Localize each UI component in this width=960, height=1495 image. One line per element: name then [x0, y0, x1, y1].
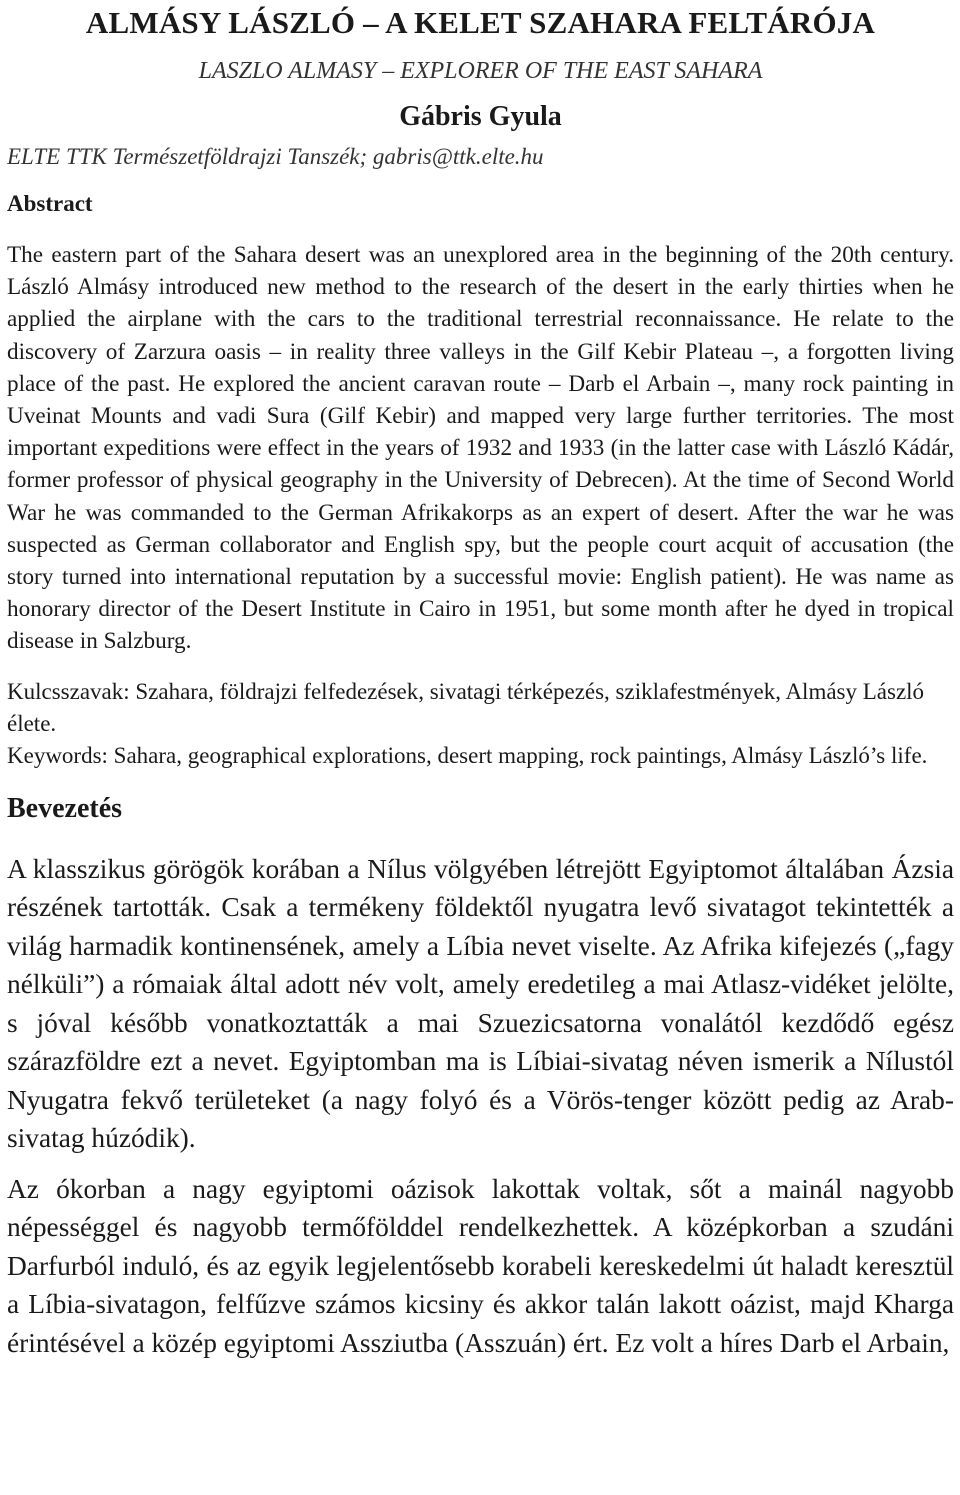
keywords-hungarian: Kulcsszavak: Szahara, földrajzi felfedezések, sivatagi térképezés, sziklafestmények, Almásy László élete. [7, 678, 925, 736]
section-heading-introduction: Bevezetés [7, 792, 123, 824]
author-affiliation: ELTE TTK Természetföldrajzi Tanszék; gabris@ttk.elte.hu [7, 144, 544, 169]
paper-subtitle-english: LASZLO ALMASY – EXPLORER OF THE EAST SAHARA [198, 58, 763, 84]
body-paragraph: Az ókorban a nagy egyiptomi oázisok lakottak voltak, sőt a mainál nagyobb népességgel és nagyobb termőfölddel rendelkezhettek. A középkorban a szudáni Darfurból induló, és az egyik legjelentősebb korabeli kereskedelmi út haladt keresztül a Líbia-sivatagon, felfűzve számos kicsiny és akkor talán lakott oázist, majd Kharga érintésével a közép egyiptomi Assziutba (Asszuán) ért. Ez volt a híres Darb el Arbain, [7, 1173, 954, 1358]
keywords-english: Keywords: Sahara, geographical explorations, desert mapping, rock paintings, Almásy László’s life. [7, 742, 928, 768]
paper-title: ALMÁSY LÁSZLÓ – A KELET SZAHARA FELTÁRÓJA [85, 5, 876, 40]
abstract-heading: Abstract [7, 191, 93, 216]
body-paragraph: A klasszikus görögök korában a Nílus völgyében létrejött Egyiptomot általában Ázsia részének tartották. Csak a termékeny földektől nyugatra levő sivatagot tekintették a világ harmadik kontinensének, amely a Líbia nevet viselte. Az Afrika kifejezés („fagy nélküli”) a rómaiak által adott név volt, amely eredetileg a mai Atlasz-vidéket jelölte, s jóval később vonatkoztatták a mai Szuezicsatorna vonalától kezdődő egész szárazföldre ezt a nevet. Egyiptomban ma is Líbiai-sivatag néven ismerik a Nílustól Nyugatra fekvő területeket (a nagy folyó és a Vörös-tenger között pedig az Arab-sivatag húzódik). [7, 853, 954, 1154]
document-page [7, 0, 954, 1362]
abstract-text: The eastern part of the Sahara desert was an unexplored area in the beginning of the 20th century. László Almásy introduced new method to the research of the desert in the early thirties when he applied the airplane with the cars to the traditional terrestrial reconnaissance. He relate to the discovery of Zarzura oasis – in reality three valleys in the Gilf Kebir Plateau –, a forgotten living place of the past. He explored the ancient caravan route – Darb el Arbain –, many rock painting in Uveinat Mounts and vadi Sura (Gilf Kebir) and mapped very large further territories. The most important expeditions were effect in the years of 1932 and 1933 (in the latter case with László Kádár, former professor of physical geography in the University of Debrecen). At the time of Second World War he was commanded to the German Afrikakorps as an expert of desert. After the war he was suspected as German collaborator and English spy, but the people court acquit of accusation (the story turned into international reputation by a successful movie: English patient). He was name as honorary director of the Desert Institute in Cairo in 1951, but some month after he dyed in tropical disease in Salzburg. [7, 242, 954, 655]
author-name: Gábris Gyula [399, 101, 562, 132]
